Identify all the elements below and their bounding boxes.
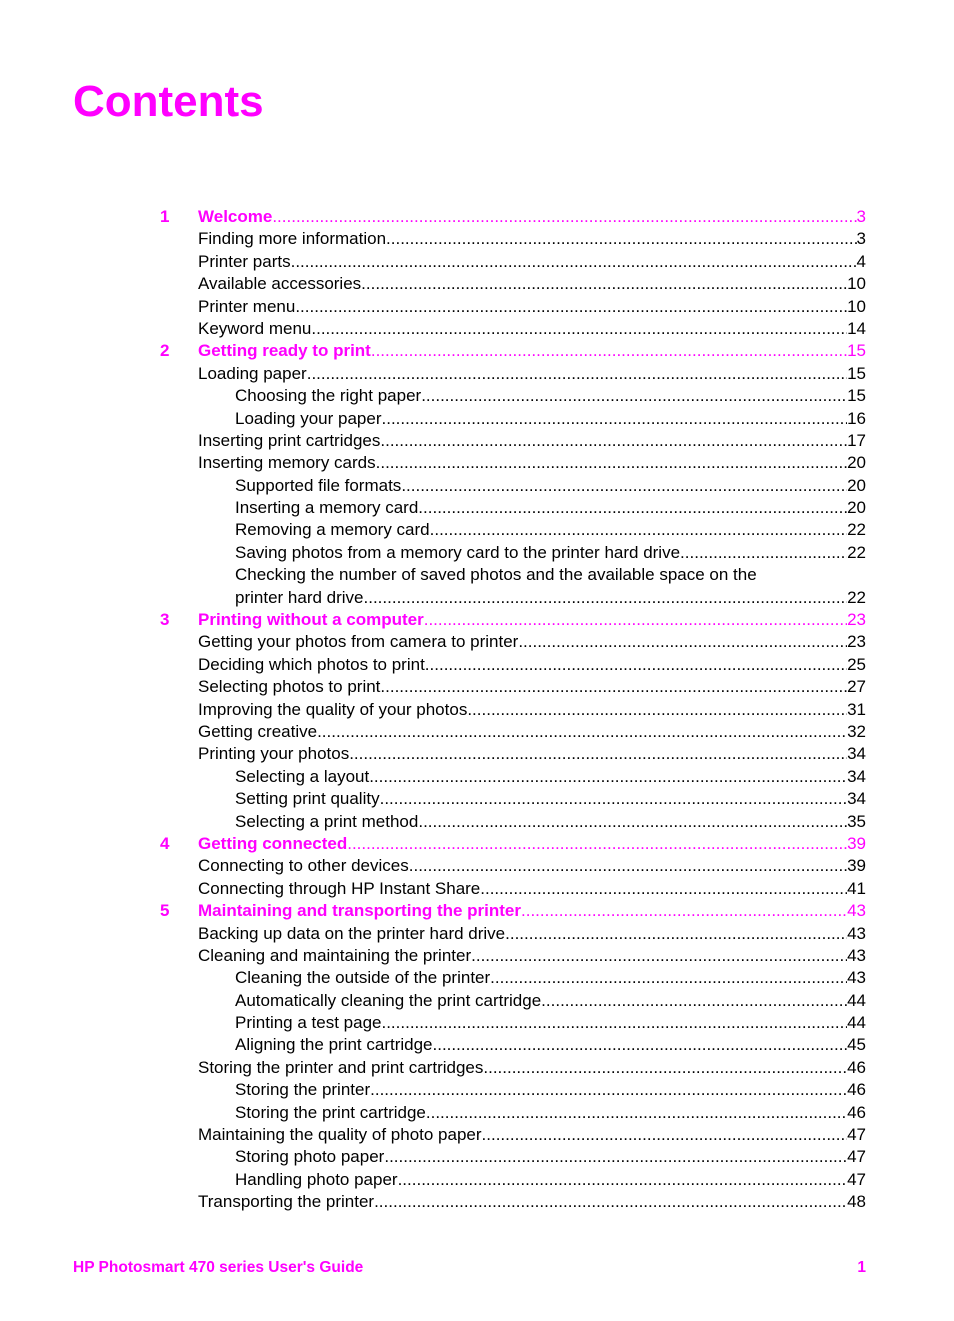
page-number: 20 xyxy=(847,498,866,518)
page-number: 46 xyxy=(847,1080,866,1100)
toc-entry-text: Storing the printer xyxy=(235,1080,371,1100)
dot-leader xyxy=(361,273,847,295)
dot-leader xyxy=(433,1034,848,1056)
toc-entry[interactable] xyxy=(160,385,866,407)
toc-entry-text: Storing photo paper xyxy=(235,1147,385,1167)
dot-leader xyxy=(541,990,847,1012)
toc-entry[interactable] xyxy=(160,519,866,541)
page-number: 43 xyxy=(847,901,866,921)
toc-entry[interactable] xyxy=(160,497,866,519)
page-number: 17 xyxy=(847,430,866,450)
toc-entry[interactable] xyxy=(160,788,866,810)
page-number: 35 xyxy=(847,811,866,831)
dot-leader xyxy=(424,609,847,631)
chapter-title: Maintaining and transporting the printer xyxy=(198,901,521,921)
dot-leader xyxy=(483,1057,847,1079)
dot-leader xyxy=(521,900,847,922)
toc-entry[interactable] xyxy=(160,967,866,989)
page-number: 34 xyxy=(847,789,866,809)
toc-entry[interactable] xyxy=(160,1124,866,1146)
toc-chapter[interactable] xyxy=(160,340,866,362)
toc-entry-text: Storing the printer and print cartridges xyxy=(198,1057,484,1077)
toc-entry[interactable] xyxy=(160,296,866,318)
dot-leader xyxy=(418,497,847,519)
toc-entry[interactable] xyxy=(160,251,866,273)
toc-entry[interactable] xyxy=(160,1146,866,1168)
toc-entry-text: Printer menu xyxy=(198,296,296,316)
dot-leader xyxy=(295,296,847,318)
toc-entry-text: Improving the quality of your photos xyxy=(198,699,468,719)
toc-entry[interactable] xyxy=(160,855,866,877)
page-number: 10 xyxy=(847,296,866,316)
dot-leader xyxy=(364,587,848,609)
page-number: 10 xyxy=(847,274,866,294)
toc-chapter[interactable] xyxy=(160,609,866,631)
toc-entry[interactable] xyxy=(160,990,866,1012)
dot-leader xyxy=(482,1124,848,1146)
toc-entry-text: Deciding which photos to print xyxy=(198,654,425,674)
dot-leader xyxy=(381,1012,847,1034)
toc-entry[interactable] xyxy=(160,878,866,900)
dot-leader xyxy=(369,766,847,788)
page-number: 27 xyxy=(847,677,866,697)
dot-leader xyxy=(317,721,847,743)
toc-entry-text: Inserting memory cards xyxy=(198,453,376,473)
page-number: 43 xyxy=(847,945,866,965)
chapter-title: Welcome xyxy=(198,207,273,226)
toc-entry-text: Inserting print cartridges xyxy=(198,430,381,450)
dot-leader xyxy=(291,251,857,273)
page-number: 23 xyxy=(847,632,866,652)
page-number: 46 xyxy=(847,1057,866,1077)
dot-leader xyxy=(380,676,847,698)
dot-leader xyxy=(471,945,847,967)
footer-page-number: 1 xyxy=(857,1259,866,1276)
footer-guide-title: HP Photosmart 470 series User's Guide xyxy=(73,1259,364,1276)
toc-entry[interactable] xyxy=(160,1169,866,1191)
page-number: 14 xyxy=(847,318,866,338)
chapter-number: 1 xyxy=(160,207,170,226)
page-number: 32 xyxy=(847,721,866,741)
toc-entry[interactable] xyxy=(160,766,866,788)
toc-entry-text: Getting creative xyxy=(198,721,318,741)
toc-entry[interactable] xyxy=(160,743,866,765)
dot-leader xyxy=(467,699,847,721)
dot-leader xyxy=(418,811,847,833)
toc-entry[interactable] xyxy=(160,273,866,295)
toc-entry-text: Selecting a print method xyxy=(235,811,419,831)
toc-entry[interactable] xyxy=(160,228,866,250)
page-number: 16 xyxy=(847,408,866,428)
toc-entry[interactable] xyxy=(160,475,866,497)
page-number: 23 xyxy=(847,610,866,630)
toc-entry[interactable] xyxy=(160,654,866,676)
dot-leader xyxy=(349,743,847,765)
dot-leader xyxy=(430,519,847,541)
toc-entry-text: Setting print quality xyxy=(235,789,380,809)
toc-entry[interactable] xyxy=(160,699,866,721)
page-number: 48 xyxy=(847,1192,866,1212)
toc-entry-text: Storing the print cartridge xyxy=(235,1102,426,1122)
dot-leader xyxy=(374,1191,847,1213)
page-number: 31 xyxy=(847,699,866,719)
chapter-number: 2 xyxy=(160,341,170,361)
page-number: 39 xyxy=(847,833,866,853)
dot-leader xyxy=(307,363,847,385)
toc-entry[interactable] xyxy=(160,1012,866,1034)
page-number: 46 xyxy=(847,1102,866,1122)
toc-entry-text: Loading your paper xyxy=(235,408,382,428)
page-number: 15 xyxy=(847,363,866,383)
page-number: 39 xyxy=(847,856,866,876)
dot-leader xyxy=(680,542,847,564)
toc-entry-text: Saving photos from a memory card to the printer hard drive xyxy=(235,542,681,562)
page-number: 20 xyxy=(847,475,866,495)
toc-entry-text: Loading paper xyxy=(198,363,307,383)
page-number: 4 xyxy=(856,251,866,271)
dot-leader xyxy=(384,1146,847,1168)
toc-entry[interactable] xyxy=(160,1191,866,1213)
chapter-title: Getting connected xyxy=(198,833,348,853)
toc-entry[interactable] xyxy=(160,452,866,474)
page-number: 15 xyxy=(847,386,866,406)
page-number: 45 xyxy=(847,1035,866,1055)
page-number: 43 xyxy=(847,923,866,943)
toc-chapter[interactable] xyxy=(160,206,866,228)
page-number: 47 xyxy=(847,1169,866,1189)
toc-entry[interactable] xyxy=(160,631,866,653)
dot-leader xyxy=(376,452,847,474)
page-number: 3 xyxy=(856,207,866,226)
toc-entry[interactable] xyxy=(160,945,866,967)
chapter-number: 4 xyxy=(160,833,170,853)
toc-entry[interactable] xyxy=(160,1057,866,1079)
toc-entry[interactable] xyxy=(160,676,866,698)
toc-entry[interactable] xyxy=(160,542,866,564)
toc-entry-text: Checking the number of saved photos and the available space on the xyxy=(235,565,757,585)
toc-entry-text: Available accessories xyxy=(198,274,362,294)
toc-entry-text: Aligning the print cartridge xyxy=(235,1035,433,1055)
toc-entry[interactable] xyxy=(160,923,866,945)
page-number: 44 xyxy=(847,990,866,1010)
page-number: 47 xyxy=(847,1125,866,1145)
page-number: 20 xyxy=(847,453,866,473)
chapter-title: Printing without a computer xyxy=(198,610,424,630)
toc-entry-text: Getting your photos from camera to printer xyxy=(198,632,519,652)
toc-entry-line xyxy=(160,564,866,586)
dot-leader xyxy=(347,833,847,855)
dot-leader xyxy=(311,318,847,340)
toc-entry[interactable] xyxy=(160,587,866,609)
dot-leader xyxy=(386,228,857,250)
page-number: 44 xyxy=(847,1013,866,1033)
page-footer xyxy=(73,1259,866,1279)
toc-entry-text: Handling photo paper xyxy=(235,1169,398,1189)
page-number: 43 xyxy=(847,968,866,988)
dot-leader xyxy=(380,788,847,810)
toc-entry[interactable] xyxy=(160,363,866,385)
page-number: 34 xyxy=(847,766,866,786)
toc-entry[interactable] xyxy=(160,811,866,833)
toc-entry-text: Connecting through HP Instant Share xyxy=(198,878,481,898)
toc-entry[interactable] xyxy=(160,1079,866,1101)
page-number: 25 xyxy=(847,654,866,674)
dot-leader xyxy=(426,1102,847,1124)
toc-entry-text: Backing up data on the printer hard drive xyxy=(198,923,506,943)
toc-entry-text: Cleaning and maintaining the printer xyxy=(198,945,472,965)
dot-leader xyxy=(425,654,847,676)
toc-entry[interactable] xyxy=(160,1102,866,1124)
toc-entry-text: Printing your photos xyxy=(198,744,350,764)
toc-entry-text: Selecting photos to print xyxy=(198,677,381,697)
dot-leader xyxy=(382,408,848,430)
chapter-number: 3 xyxy=(160,610,170,630)
toc-entry-text: Keyword menu xyxy=(198,318,312,338)
toc-entry-text: Maintaining the quality of photo paper xyxy=(198,1125,482,1145)
dot-leader xyxy=(272,206,856,228)
toc-entry-text: Transporting the printer xyxy=(198,1192,375,1212)
toc-chapter[interactable] xyxy=(160,900,866,922)
toc-entry[interactable] xyxy=(160,430,866,452)
toc-entry-text: Cleaning the outside of the printer xyxy=(235,968,491,988)
dot-leader xyxy=(401,475,847,497)
toc-entry-text: Connecting to other devices xyxy=(198,856,409,876)
dot-leader xyxy=(505,923,847,945)
dot-leader xyxy=(518,631,847,653)
dot-leader xyxy=(371,340,847,362)
chapter-title: Getting ready to print xyxy=(198,341,371,361)
dot-leader xyxy=(398,1169,848,1191)
dot-leader xyxy=(380,430,847,452)
chapter-number: 5 xyxy=(160,901,170,921)
toc-entry-text: printer hard drive xyxy=(235,587,364,607)
dot-leader xyxy=(409,855,847,877)
toc-entry-text: Automatically cleaning the print cartridge xyxy=(235,990,542,1010)
dot-leader xyxy=(480,878,847,900)
toc-entry-text: Printing a test page xyxy=(235,1013,382,1033)
dot-leader xyxy=(490,967,847,989)
toc-chapter[interactable] xyxy=(160,833,866,855)
toc-entry-text: Finding more information xyxy=(198,229,387,249)
dot-leader xyxy=(370,1079,847,1101)
toc-entry-text: Inserting a memory card xyxy=(235,498,419,518)
toc-entry-text: Removing a memory card xyxy=(235,520,430,540)
toc-entry-text: Choosing the right paper xyxy=(235,386,422,406)
page-number: 22 xyxy=(847,587,866,607)
toc-entry[interactable] xyxy=(160,1034,866,1056)
page-number: 47 xyxy=(847,1147,866,1167)
page-number: 15 xyxy=(847,341,866,361)
toc-entry[interactable] xyxy=(160,318,866,340)
page-number: 22 xyxy=(847,542,866,562)
toc-entry[interactable] xyxy=(160,408,866,430)
dot-leader xyxy=(421,385,847,407)
toc-entry-text: Printer parts xyxy=(198,251,291,271)
page-number: 3 xyxy=(856,229,866,249)
toc-entry-text: Selecting a layout xyxy=(235,766,370,786)
table-of-contents xyxy=(160,206,866,1214)
page-number: 41 xyxy=(847,878,866,898)
page-number: 22 xyxy=(847,520,866,540)
page-title: Contents xyxy=(73,77,264,126)
page-number: 34 xyxy=(847,744,866,764)
toc-entry-text: Supported file formats xyxy=(235,475,402,495)
toc-entry[interactable] xyxy=(160,721,866,743)
